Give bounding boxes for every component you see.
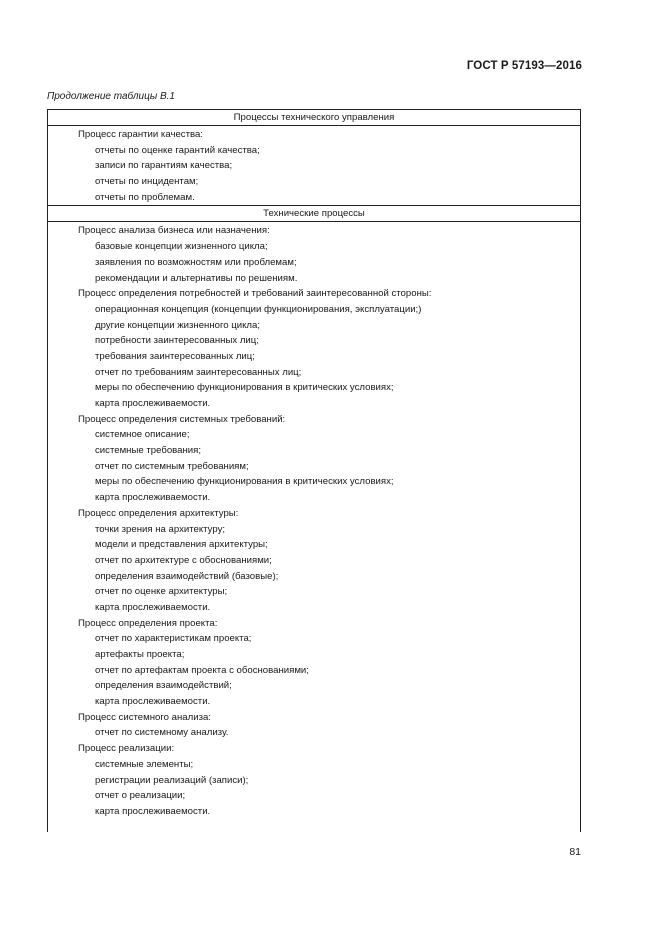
- list-item: отчет по характеристикам проекта;: [95, 633, 252, 645]
- section-header: Процессы технического управления: [48, 110, 580, 126]
- section-header: Технические процессы: [48, 206, 580, 222]
- list-item: системное описание;: [95, 429, 190, 441]
- document-code: ГОСТ Р 57193—2016: [466, 60, 582, 72]
- section-body: [48, 222, 580, 819]
- list-item: отчет по архитектуре с обоснованиями;: [95, 554, 272, 566]
- list-item: регистрации реализаций (записи);: [95, 774, 249, 786]
- list-item: меры по обеспечению функционирования в критических условиях;: [95, 382, 394, 394]
- list-item: отчет по артефактам проекта с обоснованиями;: [95, 664, 309, 676]
- section-body: [48, 126, 580, 206]
- list-item: другие концепции жизненного цикла;: [95, 319, 261, 331]
- list-item: отчет по системному анализу.: [95, 727, 229, 739]
- process-name: Процесс системного анализа:: [78, 711, 211, 723]
- list-item: отчеты по инцидентам;: [95, 176, 199, 188]
- list-item: точки зрения на архитектуру;: [95, 523, 226, 535]
- list-item: меры по обеспечению функционирования в критических условиях;: [95, 476, 394, 488]
- list-item: карта прослеживаемости.: [95, 696, 211, 708]
- list-item: артефакты проекта;: [95, 649, 185, 660]
- table-caption: Продолжение таблицы В.1: [47, 91, 175, 102]
- list-item: карта прослеживаемости.: [95, 601, 211, 613]
- list-item: потребности заинтересованных лиц;: [95, 335, 259, 347]
- list-item: отчет по требованиям заинтересованных лиц;: [95, 366, 302, 378]
- list-item: модели и представления архитектуры;: [95, 539, 268, 551]
- process-name: Процесс реализации:: [78, 743, 175, 755]
- list-item: рекомендации и альтернативы по решениям.: [95, 272, 298, 284]
- process-name: Процесс определения потребностей и требований заинтересованной стороны:: [78, 288, 432, 300]
- list-item: отчет по системным требованиям;: [95, 460, 249, 472]
- list-item: карта прослеживаемости.: [95, 492, 211, 504]
- list-item: отчет о реализации;: [95, 790, 186, 802]
- list-item: отчеты по оценке гарантий качества;: [95, 144, 260, 156]
- list-item: заявления по возможностям или проблемам;: [95, 256, 297, 268]
- list-item: определения взаимодействий (базовые);: [95, 570, 279, 582]
- list-item: карта прослеживаемости.: [95, 398, 211, 409]
- page-number: 81: [569, 846, 581, 858]
- content-table: [47, 109, 581, 832]
- list-item: операционная концепция (концепции функционирования, эксплуатации;): [95, 303, 422, 315]
- process-name: Процесс анализа бизнеса или назначения:: [78, 225, 270, 237]
- process-name: Процесс определения системных требований:: [78, 413, 286, 425]
- process-name: Процесс гарантии качества:: [78, 129, 203, 140]
- list-item: определения взаимодействий;: [95, 680, 232, 692]
- list-item: отчеты по проблемам.: [95, 191, 195, 203]
- list-item: системные элементы;: [95, 758, 194, 770]
- list-item: отчет по оценке архитектуры;: [95, 586, 228, 598]
- list-item: требования заинтересованных лиц;: [95, 350, 255, 362]
- process-name: Процесс определения проекта:: [78, 617, 218, 629]
- list-item: карта прослеживаемости.: [95, 805, 211, 817]
- list-item: базовые концепции жизненного цикла;: [95, 241, 268, 253]
- process-name: Процесс определения архитектуры:: [78, 507, 239, 519]
- list-item: записи по гарантиям качества;: [95, 160, 233, 172]
- list-item: системные требования;: [95, 445, 201, 457]
